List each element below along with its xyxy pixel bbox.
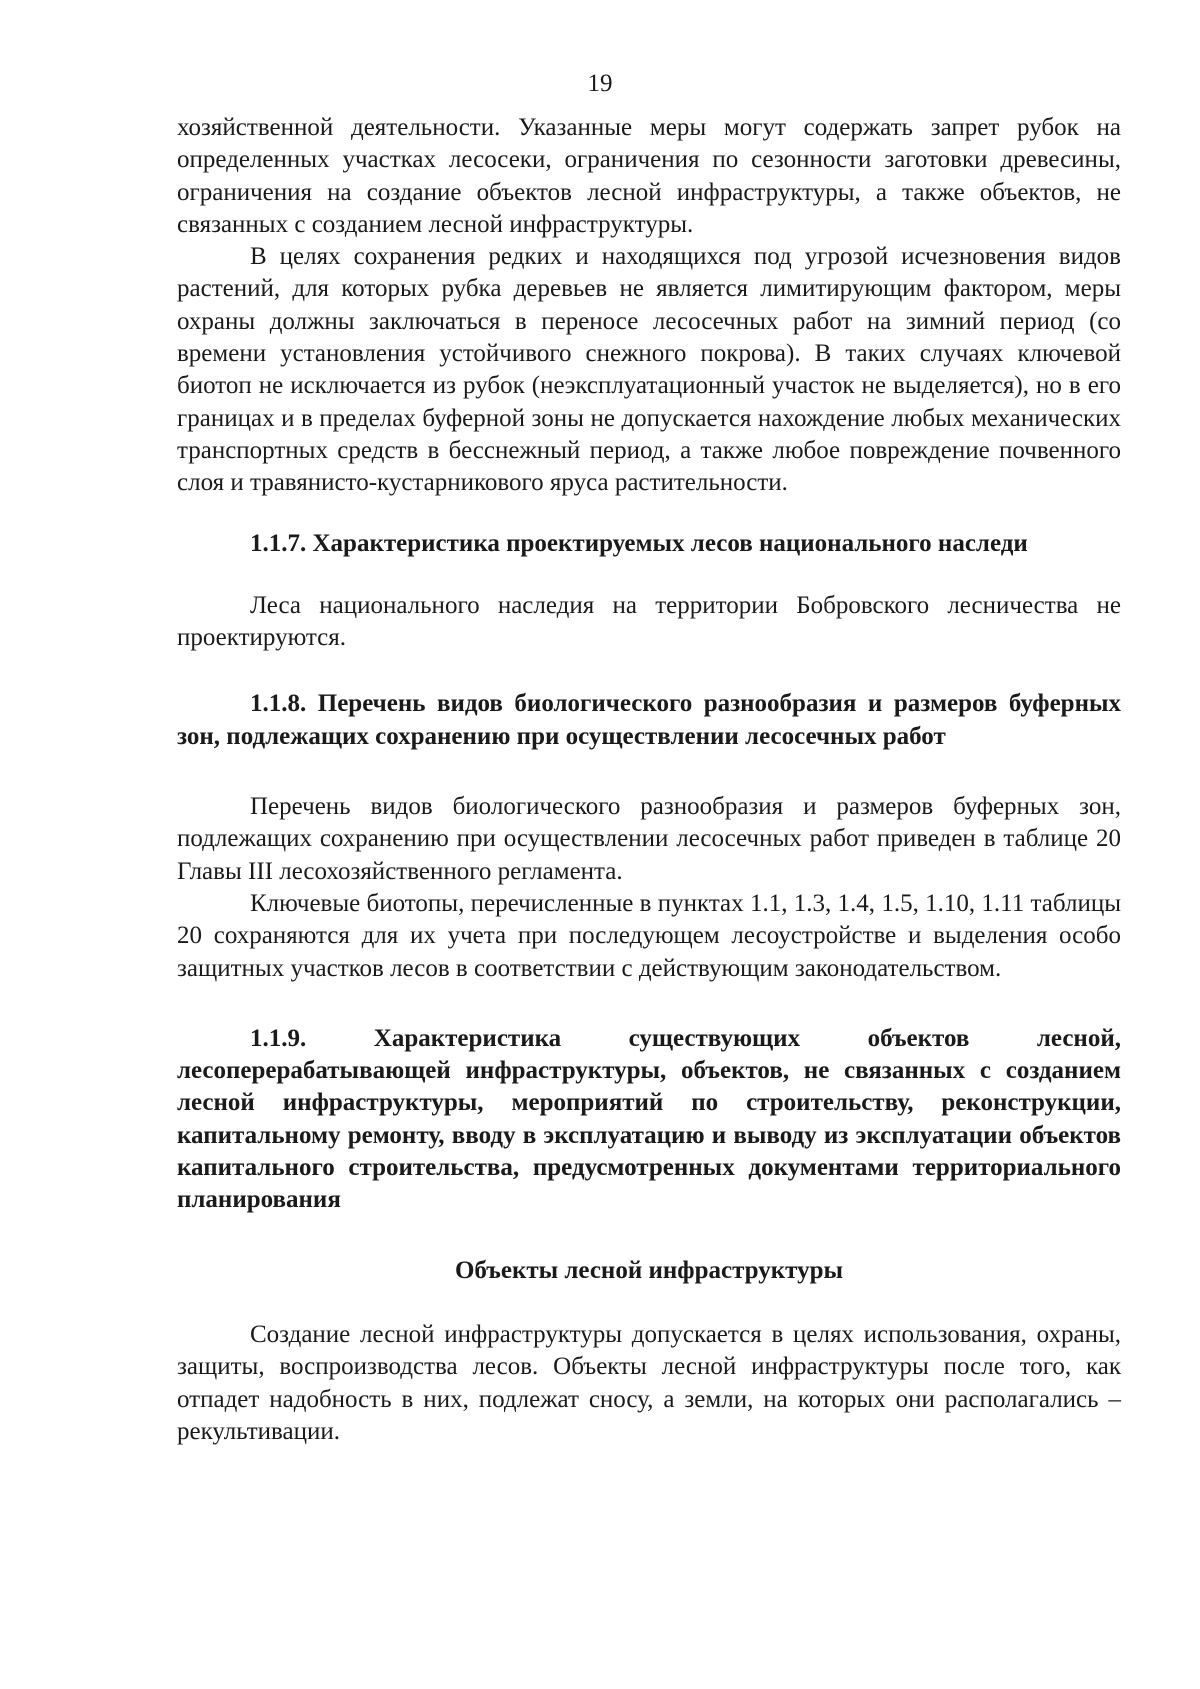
paragraph-national-heritage: Леса национального наследия на территории Бобровского лесничества не проектируются. <box>177 591 1121 652</box>
paragraph-key-biotopes: Ключевые биотопы, перечисленные в пунктах 1.1, 1.3, 1.4, 1.5, 1.10, 1.11 таблицы 20 сохраняются для их учета при последующем лесоустройстве и выделения особо защитных участков лесов в соответствии с действующим законодательством. <box>177 889 1121 982</box>
paragraph-continuation: хозяйственной деятельности. Указанные меры могут содержать запрет рубок на определенных участках лесосеки, ограничения по сезонности заготовки древесины, ограничения на создание объектов лесной инфраструктуры, а также объектов, не связанных с созданием лесной инфраструктуры. <box>177 114 1121 238</box>
page-content <box>177 112 1121 1448</box>
page-number: 19 <box>587 70 613 97</box>
section-heading-1-1-7: 1.1.7. Характеристика проектируемых лесов национального наследи <box>250 529 1028 557</box>
section-heading-1-1-8: 1.1.8. Перечень видов биологического разнообразия и размеров буферных зон, подлежащих сохранению при осуществлении лесосечных работ <box>177 690 1121 750</box>
paragraph-biodiversity-list: Перечень видов биологического разнообразия и размеров буферных зон, подлежащих сохранению при осуществлении лесосечных работ приведен в таблице 20 Главы III лесохозяйственного регламента. <box>177 793 1121 885</box>
section-heading-1-1-9: 1.1.9. Характеристика существующих объектов лесной, лесоперерабатывающей инфраструктуры, объектов, не связанных с созданием лесной инфраструктуры, мероприятий по строительству, реконструкции, капитальному ремонту, вводу в эксплуатацию и выводу из эксплуатации объектов капитального строительства, предусмотренных документами территориального планирования <box>177 1024 1121 1214</box>
subheading-forest-infrastructure: Объекты лесной инфраструктуры <box>454 1256 844 1284</box>
paragraph-rare-species: В целях сохранения редких и находящихся под угрозой исчезновения видов растений, для которых рубка деревьев не является лимитирующим фактором, меры охраны должны заключаться в переносе лесосечных работ на зимний период (со времени установления устойчивого снежного покрова). В таких случаях ключевой биотоп не исключается из рубок (неэксплуатационный участок не выделяется), но в его границах и в пределах буферной зоны не допускается нахождение любых механических транспортных средств в бесснежный период, а также любое повреждение почвенного слоя и травянисто-кустарникового яруса растительности. <box>177 243 1121 497</box>
paragraph-infrastructure-creation: Создание лесной инфраструктуры допускается в целях использования, охраны, защиты, воспроизводства лесов. Объекты лесной инфраструктуры после того, как отпадет надобность в них, подлежат сносу, а земли, на которых они располагались – рекультивации. <box>177 1320 1121 1445</box>
